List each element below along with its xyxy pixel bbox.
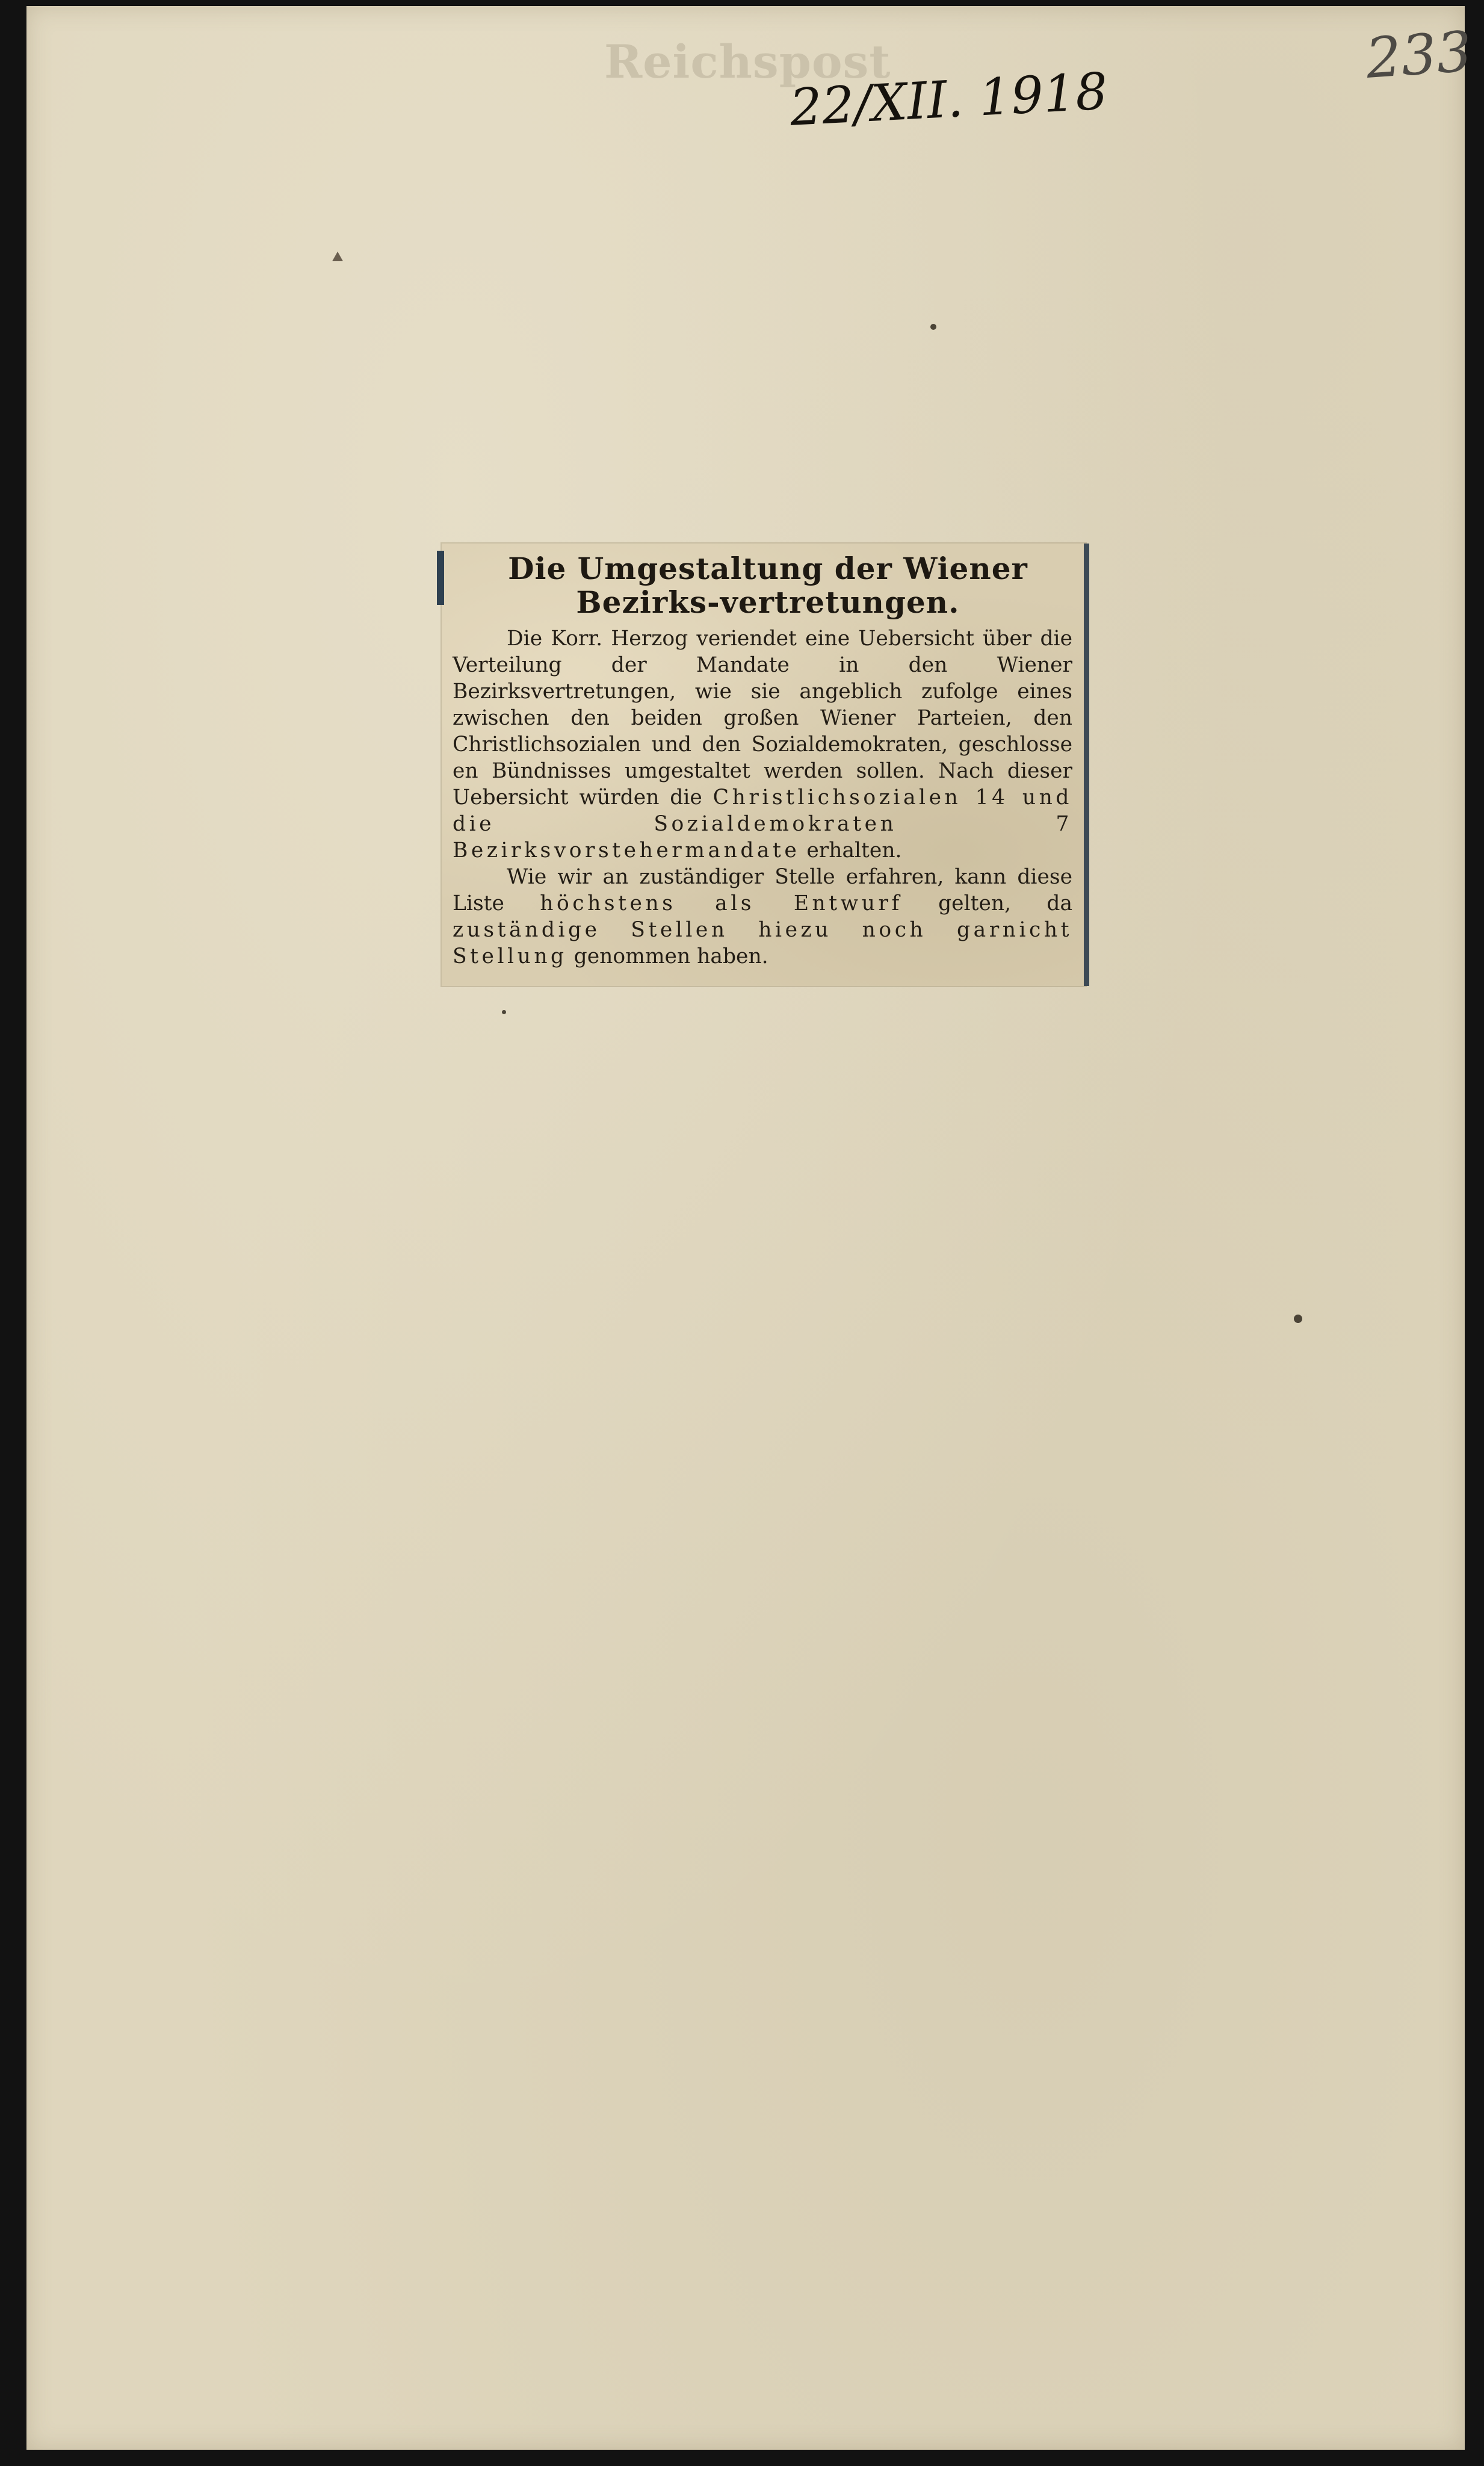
clipping-text: erhalten. — [806, 838, 902, 863]
newspaper-clipping — [442, 544, 1086, 986]
newspaper-stamp: Reichspost — [604, 35, 891, 88]
clipping-paragraph — [453, 864, 1072, 970]
clipping-paragraph — [453, 625, 1072, 864]
paper-speck — [332, 252, 343, 261]
clipping-text-spaced: Christlichsozialen 14 und die Sozialdemokraten 7 Bezirksvorstehermandate — [453, 785, 1073, 863]
clipping-text-spaced: zuständige Stellen hiezu noch garnicht Stellung — [453, 918, 1072, 968]
clipping-text: Die Korr. Herzog veriendet eine Uebersicht über die Verteilung der Mandate in den Wiener Bezirksvertretungen, wie sie angeblich zufolge eines zwischen den beiden großen Wiener Parteien, den Christlichsozialen und den Sozialdemokraten, geschlosse en Bündnisses umgestaltet werden sollen. Nach dieser Uebersicht würden die — [453, 627, 1072, 810]
clipping-text: Wie wir an zuständiger Stelle erfahren, kann diese Liste — [453, 865, 1072, 915]
folio-number: 233 — [1364, 19, 1474, 91]
clipping-edge-mark — [1084, 544, 1089, 986]
clipping-body — [453, 625, 1072, 970]
handwritten-date: 22/XII. 1918 — [788, 61, 1109, 137]
paper-speck — [930, 324, 936, 330]
paper-speck — [502, 1010, 506, 1014]
paper-speck — [1294, 1315, 1302, 1323]
clipping-text: genommen haben. — [574, 944, 768, 968]
clipping-text: gelten, da — [938, 891, 1073, 915]
archival-sheet — [26, 6, 1474, 2450]
clipping-text-spaced: höchstens als Entwurf — [540, 891, 903, 915]
clipping-edge-mark — [437, 551, 444, 605]
clipping-headline: Die Umgestaltung der Wiener Bezirks-vertretungen. — [508, 551, 1028, 620]
